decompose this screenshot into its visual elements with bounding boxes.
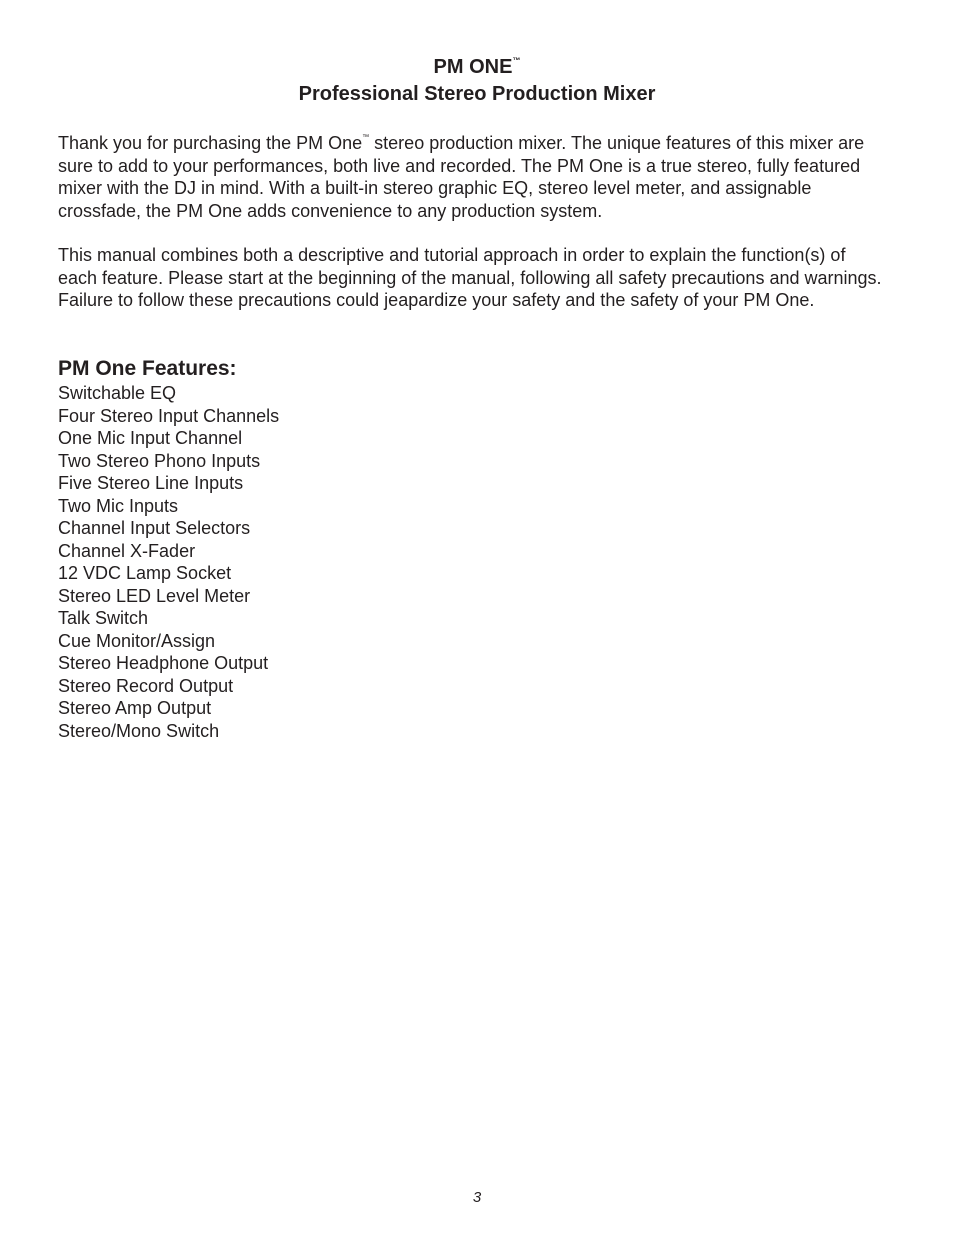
intro-text-start: Thank you for purchasing the PM One	[58, 133, 363, 153]
intro-text-end: stereo production mixer. The unique features of this mixer are sure to add to your performances, both live and recorded. The PM One is a true stereo, fully featured mixer with the DJ in mind. With a built-in stereo graphic EQ, stereo level meter, and assignable crossfade, the PM One adds convenience to any production system.	[58, 133, 865, 221]
feature-item: Switchable EQ	[58, 383, 177, 403]
product-name: PM ONE	[433, 56, 513, 78]
feature-item: Four Stereo Input Channels	[58, 405, 280, 426]
feature-item: Stereo Amp Output	[58, 698, 212, 718]
intro-paragraph	[58, 132, 888, 222]
feature-item: Five Stereo Line Inputs	[58, 473, 244, 493]
title-line-product	[0, 54, 954, 81]
feature-item: Talk Switch	[58, 608, 149, 628]
feature-item: Stereo LED Level Meter	[58, 585, 251, 606]
feature-item: Stereo Record Output	[58, 675, 234, 696]
feature-item: Two Mic Inputs	[58, 495, 179, 516]
page-title	[0, 54, 954, 108]
features-list	[58, 382, 279, 742]
page-number: 3	[472, 1189, 482, 1206]
feature-item: 12 VDC Lamp Socket	[58, 563, 232, 583]
feature-item: Two Stereo Phono Inputs	[58, 450, 261, 471]
feature-item: Channel Input Selectors	[58, 518, 251, 538]
manual-approach-paragraph: This manual combines both a descriptive and tutorial approach in order to explain the function(s) of each feature. Please start at the beginning of the manual, following all safety precautions and warnings. Failure to follow these precautions could jeapardize your safety and the safety of your PM One.	[58, 245, 882, 310]
feature-item: Channel X-Fader	[58, 540, 196, 561]
title-line-subtitle: Professional Stereo Production Mixer	[298, 83, 656, 105]
trademark-symbol: ™	[512, 56, 521, 66]
intro-trademark-symbol: ™	[362, 134, 370, 141]
feature-item: Cue Monitor/Assign	[58, 630, 216, 651]
feature-item: One Mic Input Channel	[58, 428, 243, 448]
feature-item: Stereo/Mono Switch	[58, 720, 220, 741]
features-heading: PM One Features:	[58, 357, 237, 380]
feature-item: Stereo Headphone Output	[58, 653, 269, 673]
